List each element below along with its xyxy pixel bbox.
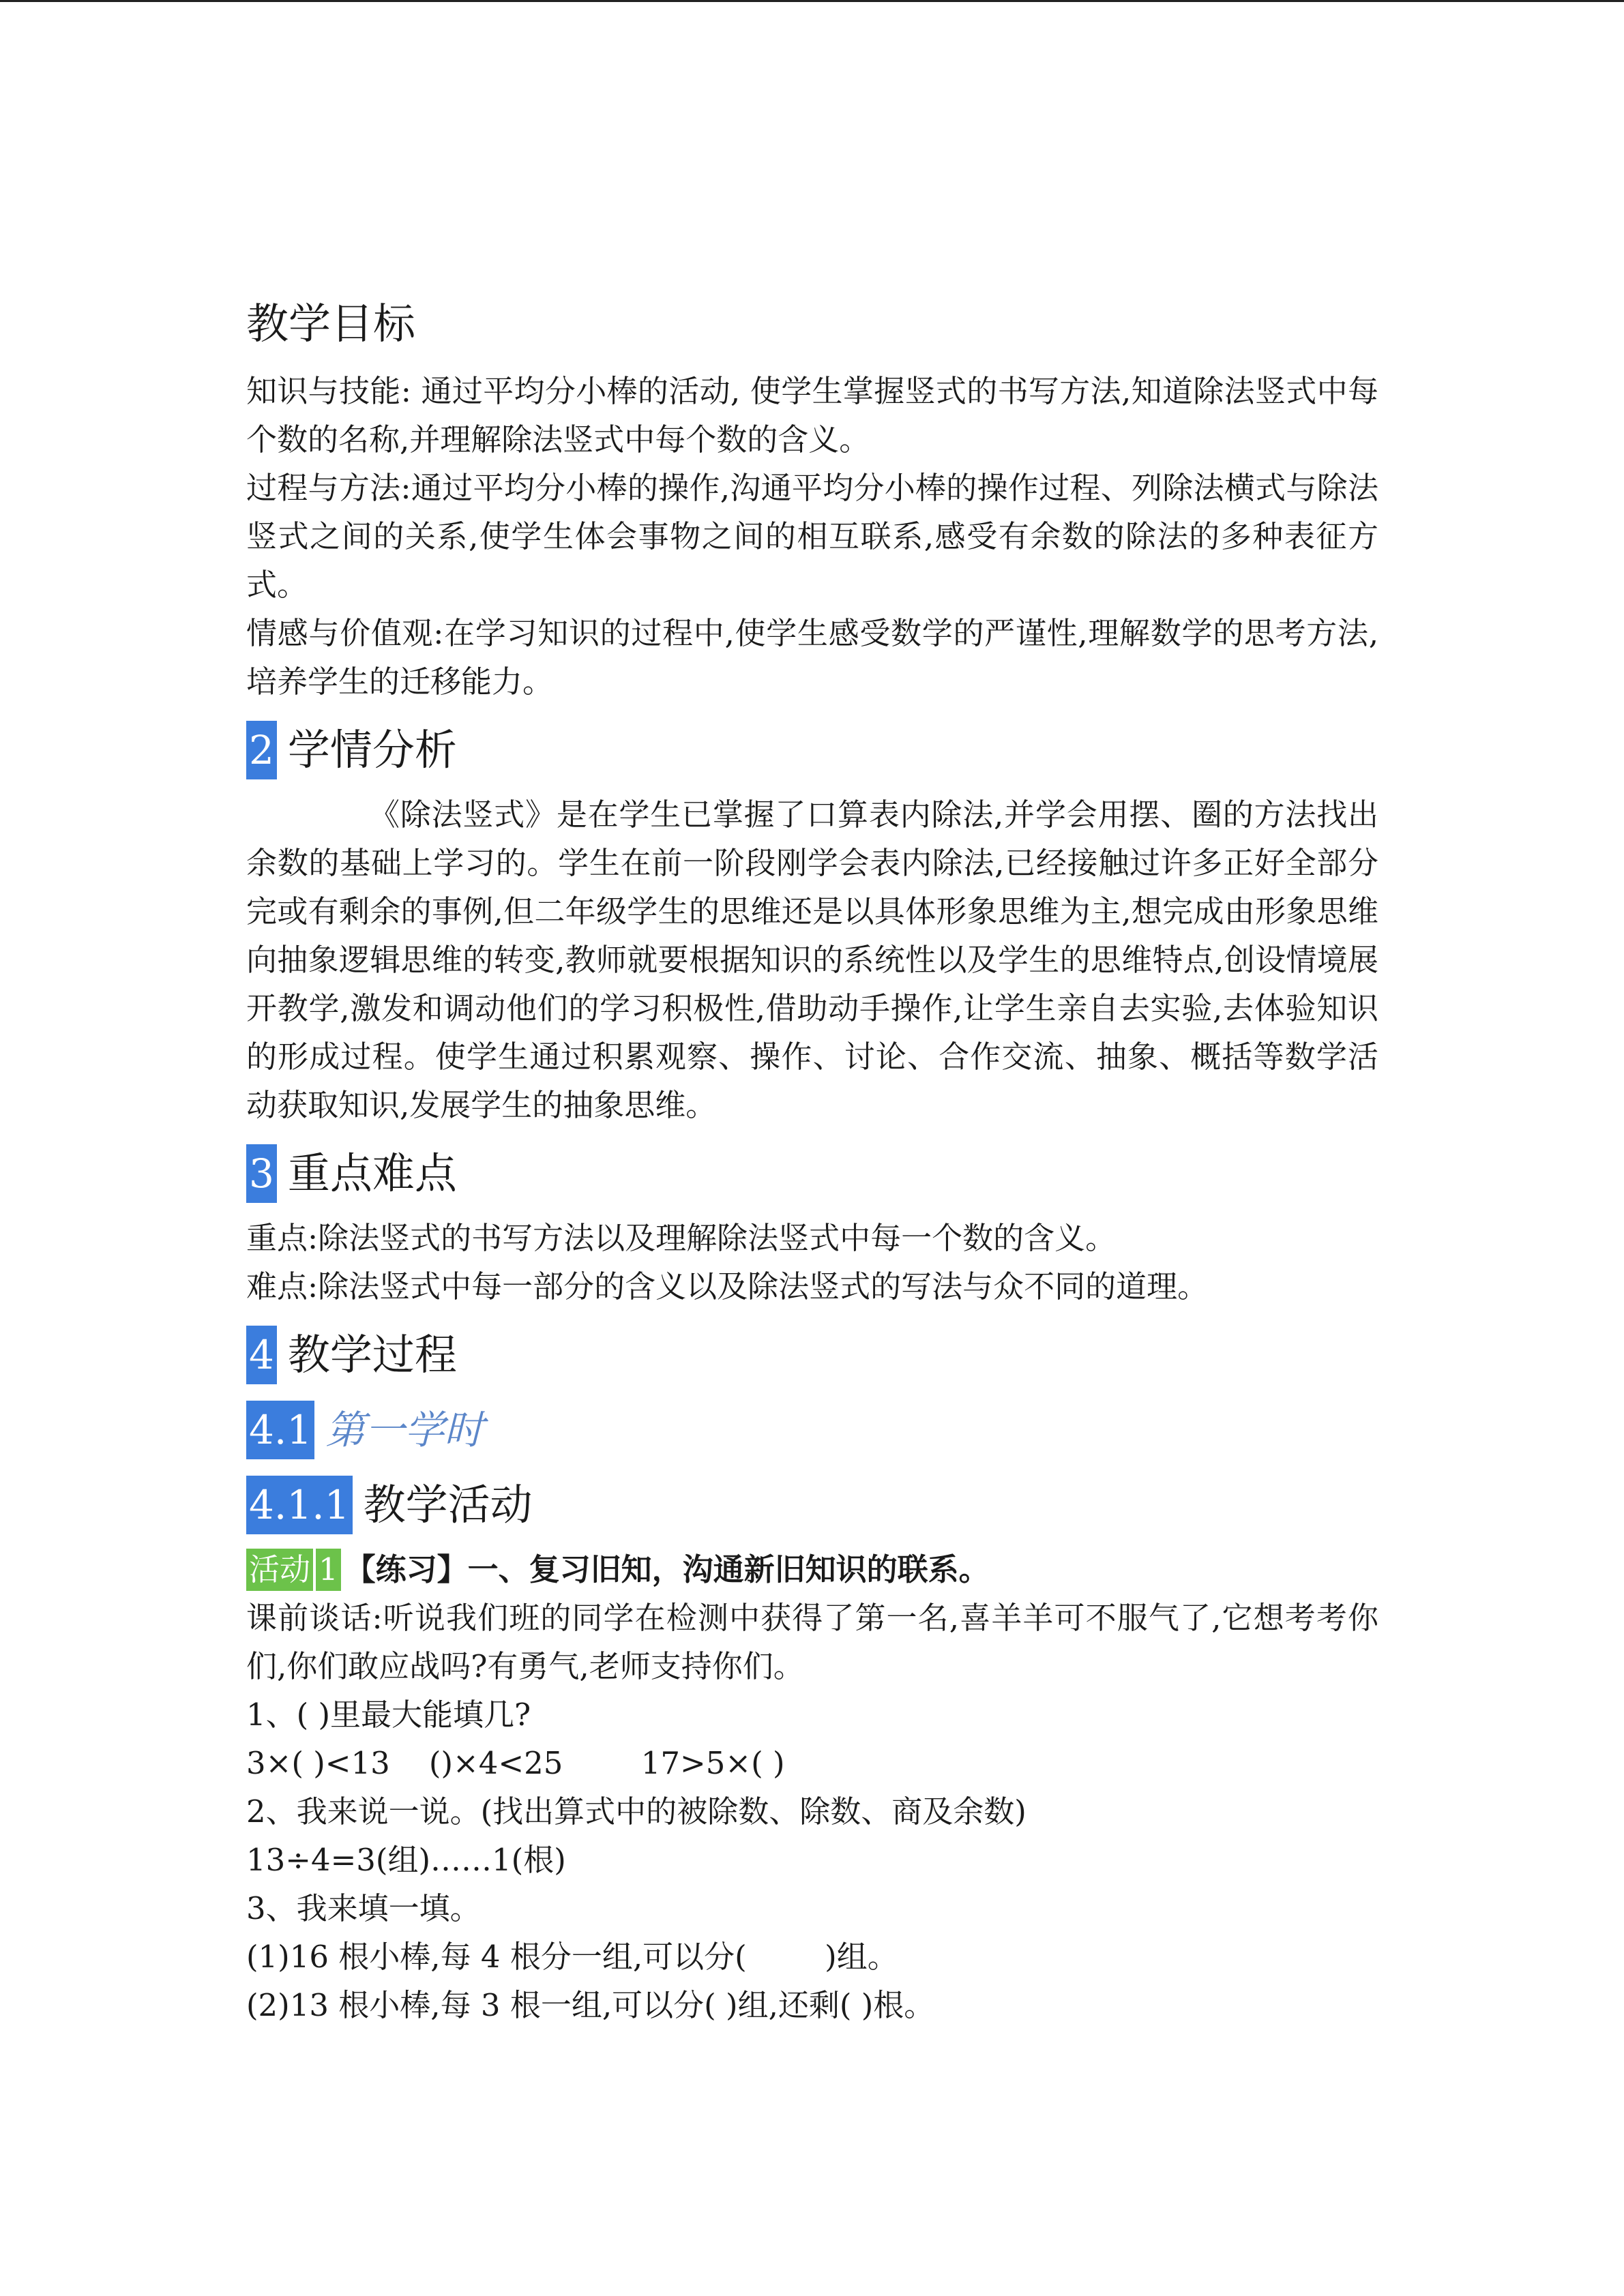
section-number: 4.1 — [246, 1401, 314, 1459]
goal-emotion: 情感与价值观:在学习知识的过程中,使学生感受数学的严谨性,理解数学的思考方法,培养学生的迁移能力。 — [246, 615, 1378, 700]
activity-number: 1 — [316, 1549, 341, 1591]
section-title: 第一学时 — [325, 1407, 484, 1453]
section-number: 3 — [246, 1144, 277, 1203]
goal-knowledge: 知识与技能: 通过平均分小棒的活动, 使学生掌握竖式的书写方法,知道除法竖式中每个数的名称,并理解除法竖式中每个数的含义。 — [246, 373, 1378, 458]
section-number: 2 — [246, 721, 277, 779]
analysis-paragraph: 《除法竖式》是在学生已掌握了口算表内除法,并学会用摆、圈的方法找出余数的基础上学习的。学生在前一阶段刚学会表内除法,已经接触过许多正好全部分完或有剩余的事例,但二年级学生的思维还是以具体形象思维为主,想完成由形象思维向抽象逻辑思维的转变,教师就要根据知识的系统性以及学生的思维特点,创设情境展开教学,激发和调动他们的学习积极性,借助动手操作,让学生亲自去实验,去体验知识的形成过程。使学生通过积累观察、操作、讨论、合作交流、抽象、概括等数学活动获取知识,发展学生的抽象思维。 — [246, 796, 1378, 1123]
section-number: 4 — [246, 1326, 277, 1384]
section-heading-3 — [246, 1143, 1378, 1204]
section-number: 4.1.1 — [246, 1476, 353, 1534]
section-heading-4-1-1 — [246, 1474, 1378, 1536]
section-heading-2 — [246, 719, 1378, 781]
activity-heading — [246, 1545, 1378, 1594]
activity-line: 课前谈话:听说我们班的同学在检测中获得了第一名,喜羊羊可不服气了,它想考考你们,你们敢应战吗?有勇气,老师支持你们。 — [246, 1600, 1378, 1684]
difficult-point: 难点:除法竖式中每一部分的含义以及除法竖式的写法与众不同的道理。 — [246, 1268, 1209, 1304]
activity-line: (2)13 根小棒,每 3 根一组,可以分( )组,还剩( )根。 — [246, 1987, 935, 2023]
activity-line: 13÷4=3(组)……1(根) — [246, 1842, 566, 1878]
section-title: 学情分析 — [287, 725, 457, 775]
document-page — [246, 286, 1378, 2029]
activity-line: 1、( )里最大能填几? — [246, 1697, 531, 1733]
section-heading-4-1 — [246, 1399, 1378, 1461]
key-point: 重点:除法竖式的书写方法以及理解除法竖式中每一个数的含义。 — [246, 1220, 1117, 1256]
top-border-line — [0, 0, 1624, 2]
goal-process: 过程与方法:通过平均分小棒的操作,沟通平均分小棒的操作过程、列除法横式与除法竖式之间的关系,使学生体会事物之间的相互联系,感受有余数的除法的多种表征方式。 — [246, 470, 1378, 603]
activity-title: 【练习】一、复习旧知，沟通新旧知识的联系。 — [344, 1551, 990, 1587]
section-title: 教学过程 — [287, 1330, 457, 1380]
activity-line: 3×( )<13 ()×4<25 17>5×( ) — [246, 1745, 785, 1781]
section-title: 教学活动 — [363, 1480, 533, 1530]
page-title: 教学目标 — [246, 299, 416, 348]
activity-line: (1)16 根小棒,每 4 根分一组,可以分( )组。 — [246, 1939, 898, 1975]
section-heading-4 — [246, 1324, 1378, 1386]
activity-line: 2、我来说一说。(找出算式中的被除数、除数、商及余数) — [246, 1793, 1027, 1830]
activity-label: 活动 — [246, 1549, 313, 1591]
section-title: 重点难点 — [287, 1148, 457, 1198]
activity-line: 3、我来填一填。 — [246, 1890, 481, 1926]
